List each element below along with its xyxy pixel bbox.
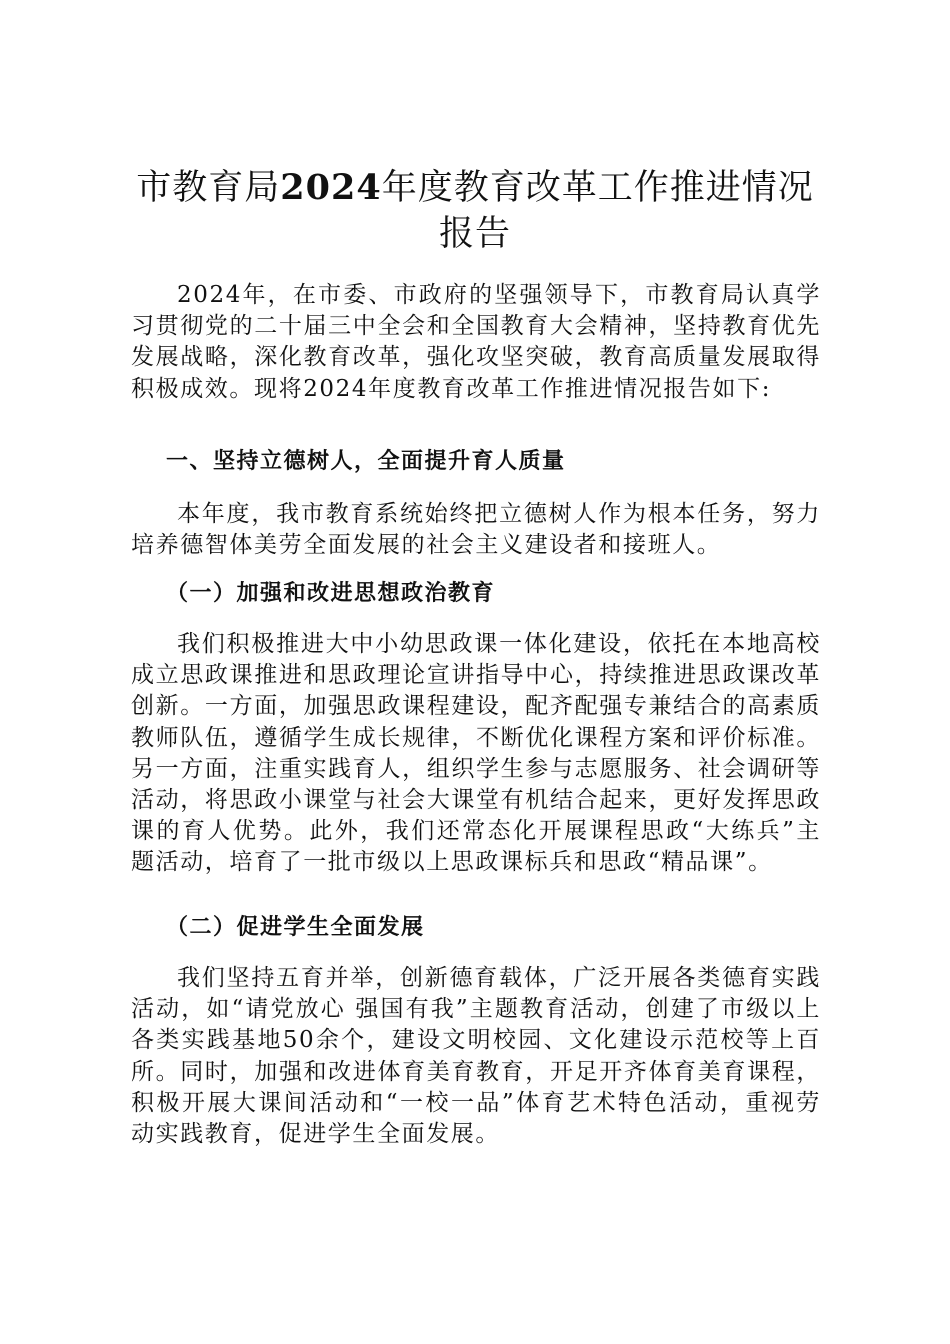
subsection-1-heading: （一）加强和改进思想政治教育 xyxy=(166,581,496,606)
document-title xyxy=(120,165,830,257)
section-1-paragraph: 本年度，我市教育系统始终把立德树人作为根本任务，努力培养德智体美劳全面发展的社会主义建设者和接班人。 xyxy=(131,501,821,559)
subsection-2-paragraph: 我们坚持五育并举，创新德育载体，广泛开展各类德育实践活动，如“请党放心 强国有我”主题教育活动，创建了市级以上各类实践基地50余个，建设文明校园、文化建设示范校等上百所。同时，加强和改进体育美育教育，开足开齐体育美育课程，积极开展大课间活动和“一校一品”体育艺术特色活动，重视劳动实践教育，促进学生全面发展。 xyxy=(131,965,821,1148)
subsection-2-heading: （二）促进学生全面发展 xyxy=(166,915,425,940)
title-year: 2024 xyxy=(280,167,382,208)
title-suffix: 年度教育改革工作推进情况报告 xyxy=(381,168,814,254)
intro-paragraph: 2024年，在市委、市政府的坚强领导下，市教育局认真学习贯彻党的二十届三中全会和全国教育大会精神，坚持教育优先发展战略，深化教育改革，强化攻坚突破，教育高质量发展取得积极成效。现将2024年度教育改革工作推进情况报告如下: xyxy=(131,282,821,402)
subsection-1-paragraph: 我们积极推进大中小幼思政课一体化建设，依托在本地高校成立思政课推进和思政理论宣讲指导中心，持续推进思政课改革创新。一方面，加强思政课程建设，配齐配强专兼结合的高素质教师队伍，遵循学生成长规律，不断优化课程方案和评价标准。另一方面，注重实践育人，组织学生参与志愿服务、社会调研等活动，将思政小课堂与社会大课堂有机结合起来，更好发挥思政课的育人优势。此外，我们还常态化开展课程思政“大练兵”主题活动，培育了一批市级以上思政课标兵和思政“精品课”。 xyxy=(131,631,821,876)
section-1-heading: 一、坚持立德树人，全面提升育人质量 xyxy=(166,449,566,474)
title-prefix: 市教育局 xyxy=(136,168,281,208)
